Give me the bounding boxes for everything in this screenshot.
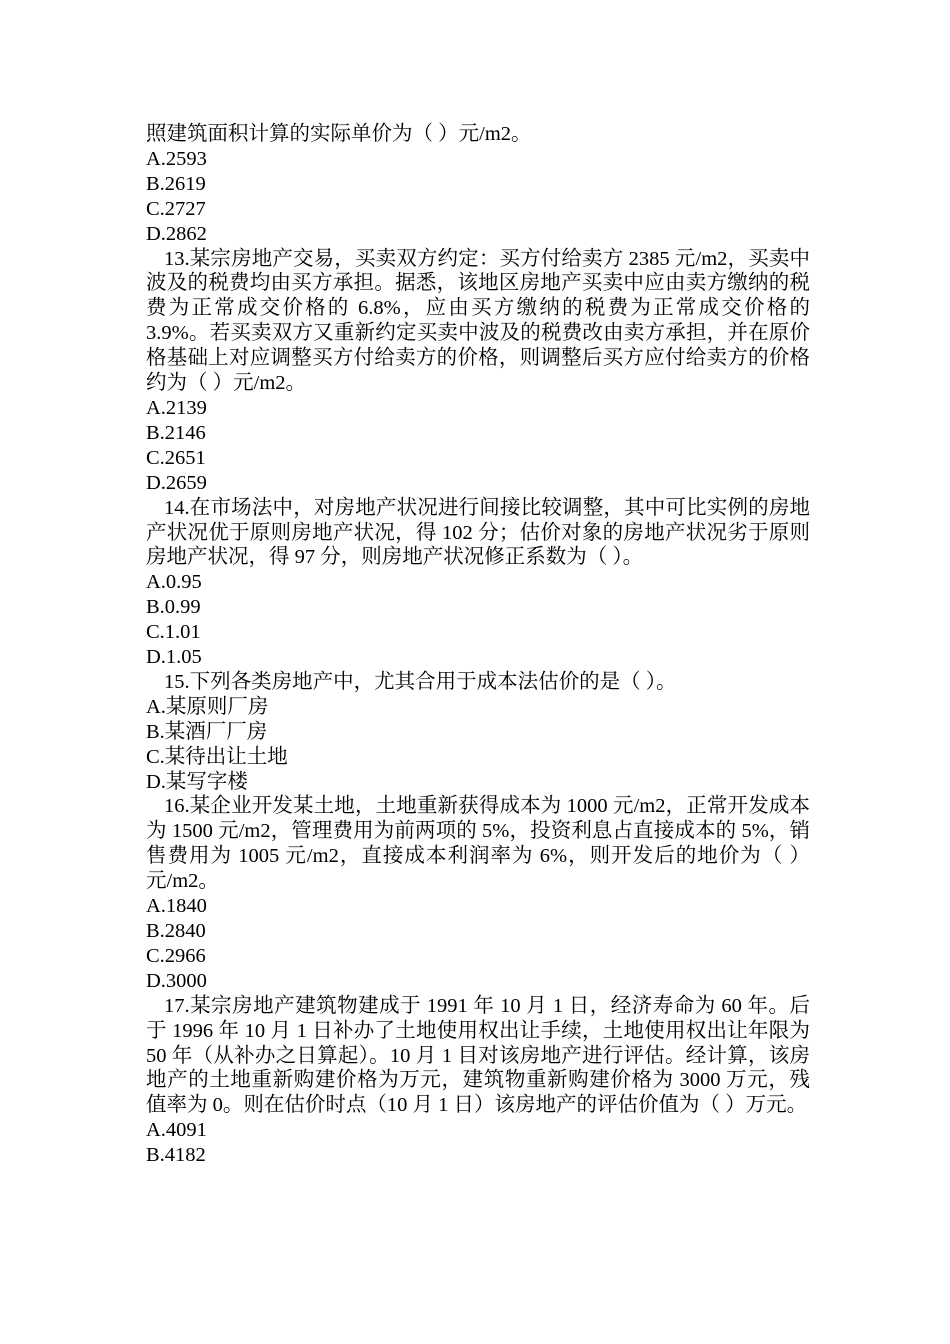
q16-option-b: B.2840 (146, 920, 206, 942)
q14-option-d: D.1.05 (146, 646, 202, 669)
q15-option-d: D.某写字楼 (146, 770, 248, 793)
q17-option-a: A.4091 (146, 1119, 207, 1142)
q12-option-b: B.2619 (146, 172, 206, 195)
q13-option-a: A.2139 (146, 396, 207, 419)
q12-option-c: C.2727 (146, 197, 206, 220)
q13-option-b: B.2146 (146, 421, 206, 444)
q13-option-c: C.2651 (146, 446, 206, 469)
document-page (146, 122, 810, 1168)
q12-option-a: A.2593 (146, 147, 207, 170)
question-15: 15.下列各类房地产中，尤其合用于成本法估价的是（ ）。 (164, 670, 677, 693)
q14-option-a: A.0.95 (146, 571, 202, 594)
q17-option-b: B.4182 (146, 1144, 206, 1167)
q15-option-c: C.某待出让土地 (146, 745, 288, 768)
question-12-tail: 照建筑面积计算的实际单价为（ ）元/m2。 (146, 123, 532, 145)
q16-option-d: D.3000 (146, 969, 207, 992)
q16-option-a: A.1840 (146, 895, 207, 918)
question-14: 14.在市场法中，对房地产状况进行间接比较调整，其中可比实例的房地产状况优于原则房地产状况，得 102 分；估价对象的房地产状况劣于原则房地产状况，得 97 分，则房地产状况修正系数为（ ）。 (146, 496, 810, 569)
q12-option-d: D.2862 (146, 222, 207, 245)
question-13: 13.某宗房地产交易，买卖双方约定：买方付给卖方 2385 元/m2，买卖中波及的税费均由买方承担。据悉，该地区房地产买卖中应由卖方缴纳的税费为正常成交价格的 6.8%，应由买方缴纳的税费为正常成交价格的 3.9%。若买卖双方又重新约定买卖中波及的税费改由卖方承担，并在原价格基础上对应调整买方付给卖方的价格，则调整后买方应付给卖方的价格约为（ ）元/m2。 (146, 247, 810, 395)
question-17: 17.某宗房地产建筑物建成于 1991 年 10 月 1 日，经济寿命为 60 年。后于 1996 年 10 月 1 日补办了土地使用权出让手续，土地使用权出让年限为 50 年（从补办之日算起）。10 月 1 目对该房地产进行评估。经计算，该房地产的土地重新购建价格为万元，建筑物重新购建价格为 3000 万元，残值率为 0。则在估价时点（10 月 1 日）该房地产的评估价值为（ ）万元。 (146, 994, 810, 1117)
q14-option-c: C.1.01 (146, 621, 201, 644)
q14-option-b: B.0.99 (146, 596, 201, 619)
q13-option-d: D.2659 (146, 471, 207, 494)
q16-option-c: C.2966 (146, 944, 206, 967)
q15-option-b: B.某酒厂厂房 (146, 720, 268, 743)
question-16: 16.某企业开发某土地，土地重新获得成本为 1000 元/m2，正常开发成本为 1500 元/m2，管理费用为前两项的 5%，投资利息占直接成本的 5%，销售费用为 1005 元/m2，直接成本利润率为 6%，则开发后的地价为（ ）元/m2。 (146, 795, 810, 893)
q15-option-a: A.某原则厂房 (146, 695, 269, 718)
